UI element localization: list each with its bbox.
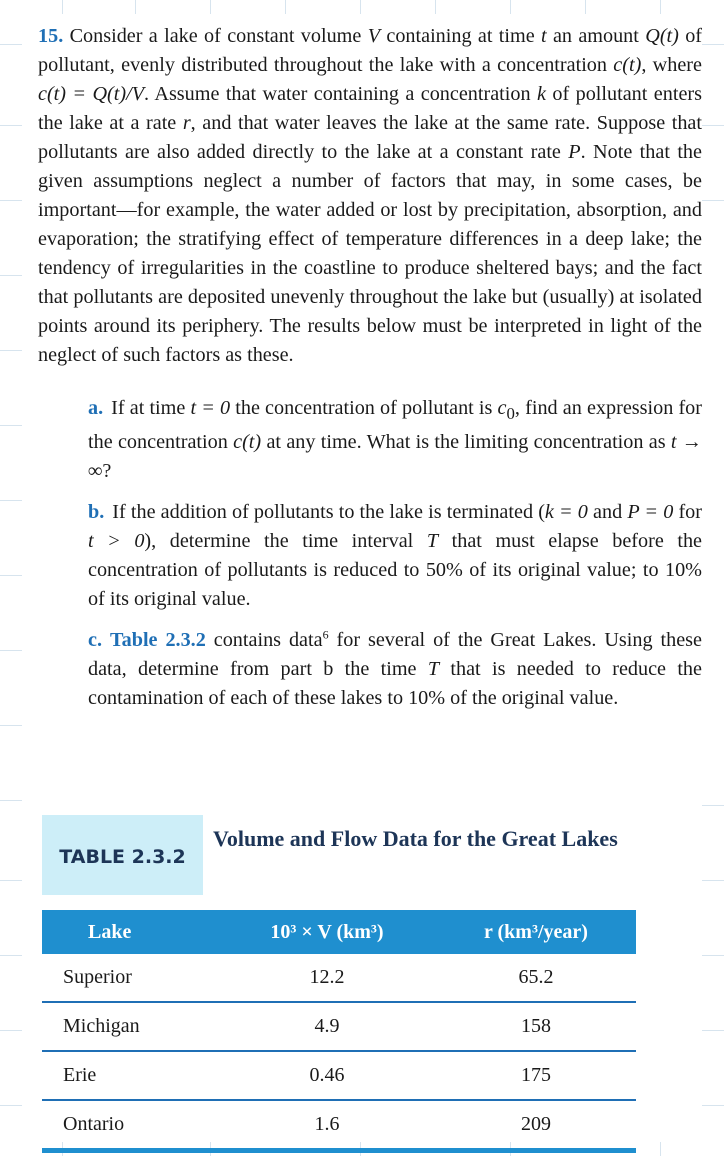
part-b: b. If the addition of pollutants to the lake is terminated (k = 0 and P = 0 for t > 0), determine the time interval T that must elapse before the concentration of pollutants is reduced to 50% of its original value; to 10% of its original value. — [88, 501, 702, 611]
part-b-label: b. — [88, 501, 105, 524]
great-lakes-table — [42, 815, 636, 1153]
cell-volume: 1.6 — [218, 1100, 436, 1151]
part-c: c. Table 2.3.2 contains data$^6$ for several of the Great Lakes. Using these data, determine from part b the time T that is needed to reduce the contamination of each of these lakes to 10% of the original value. — [88, 627, 702, 710]
cell-lake: Superior — [42, 954, 218, 1002]
table-header-row — [42, 910, 636, 954]
cell-lake: Michigan — [42, 1002, 218, 1051]
cell-rate: 65.2 — [436, 954, 636, 1002]
table-row — [42, 1002, 636, 1051]
part-a-label: a. — [88, 397, 104, 419]
part-a: a. If at time t = 0 the concentration of pollutant is $c_0$, find an expression for the concentration c(t) at any time. What is the limiting concentration as t → ∞? — [88, 397, 702, 483]
problem-number: 15. — [38, 25, 64, 47]
problem-statement: 15. Consider a lake of constant volume V containing at time t an amount Q(t) of pollutant, evenly distributed throughout the lake with a concentration c(t), where c(t) = Q(t)/V. Assume that water containing a concentration k of pollutant enters the lake at a rate r, and that water leaves the lake at the same rate. Suppose that pollutants are also added directly to the lake at a constant rate P. Note that the given assumptions neglect a number of factors that may, in some cases, be important—for example, the water added or lost by precipitation, absorption, and evaporation; the stratifying effect of temperature differences in a deep lake; the tendency of irregularities in the coastline to produce sheltered bays; and the fact that pollutants are deposited unevenly throughout the lake but (usually) at isolated points around its periphery. The results below must be interpreted in light of the neglect of such factors as these. — [38, 25, 703, 366]
table-row — [42, 1100, 636, 1151]
table-reference-link[interactable]: Table 2.3.2 — [110, 629, 206, 652]
cell-volume: 12.2 — [218, 954, 436, 1002]
footnote-marker[interactable]: 6 — [322, 627, 329, 642]
header-volume: 10³ × V (km³) — [270, 920, 384, 943]
table-caption — [42, 815, 636, 895]
part-c-label: c. — [88, 629, 103, 652]
table-row — [42, 954, 636, 1002]
header-rate: r (km³/year) — [483, 920, 588, 943]
table-label: TABLE 2.3.2 — [42, 815, 203, 895]
cell-lake: Ontario — [42, 1100, 218, 1151]
header-lake: Lake — [88, 920, 132, 943]
problem-parts — [88, 394, 702, 713]
data-table — [42, 910, 636, 1153]
cell-rate: 209 — [436, 1100, 636, 1151]
problem-section — [38, 22, 702, 725]
table-title: Volume and Flow Data for the Great Lakes — [213, 826, 618, 851]
cell-volume: 4.9 — [218, 1002, 436, 1051]
table-row — [42, 1051, 636, 1100]
cell-lake: Erie — [42, 1051, 218, 1100]
cell-rate: 158 — [436, 1002, 636, 1051]
cell-rate: 175 — [436, 1051, 636, 1100]
cell-volume: 0.46 — [218, 1051, 436, 1100]
